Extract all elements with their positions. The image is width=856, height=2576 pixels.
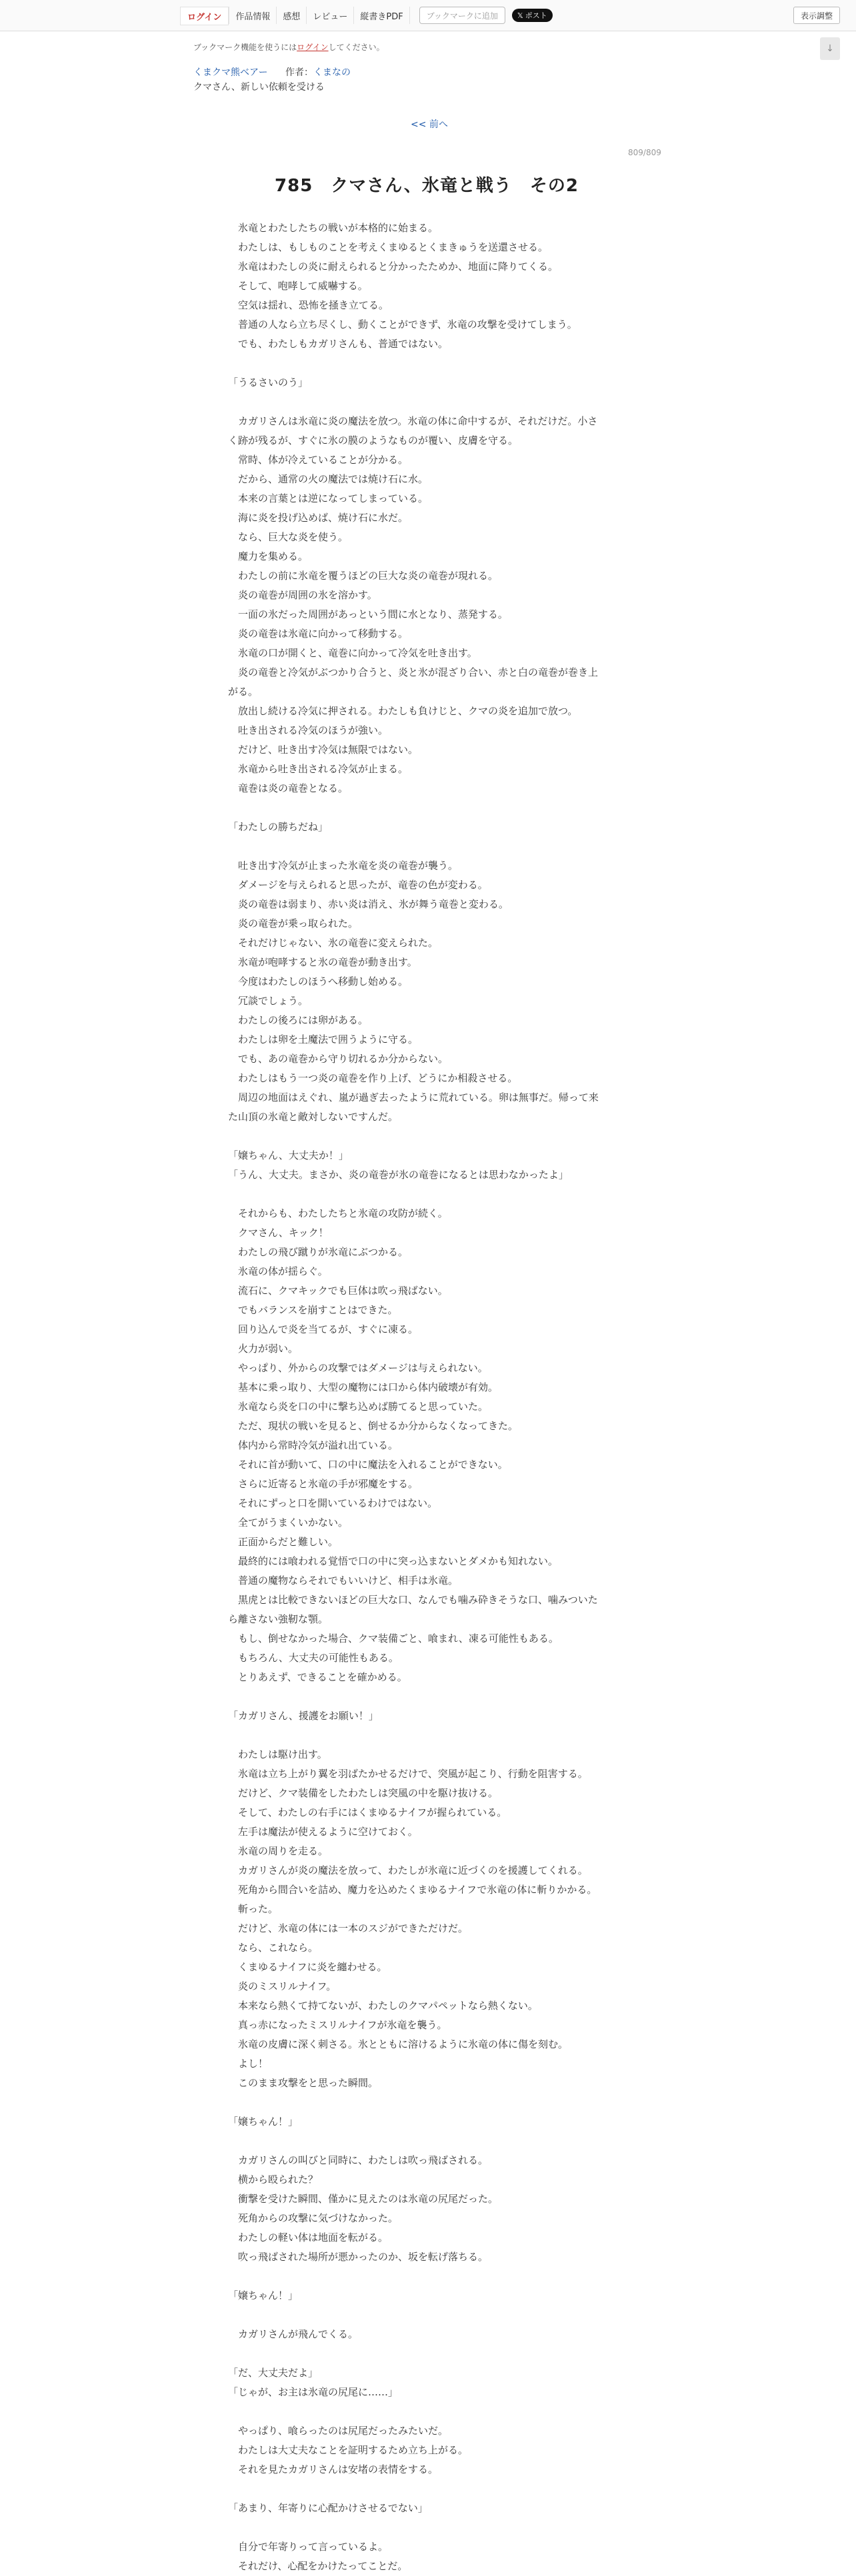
body-line: 一面の氷だった周囲があっという間に水となり、蒸発する。	[228, 608, 508, 620]
body-line: わたしの後ろには卵がある。	[228, 1014, 369, 1026]
author-label: 作者：	[285, 67, 313, 78]
body-line: ら離さない強靭な顎。	[228, 1613, 329, 1625]
body-line: 「カガリさん、援護をお願い！」	[228, 1710, 379, 1722]
body-line: 吐き出される冷気のほうが強い。	[228, 724, 389, 736]
body-line: 「だ、大丈夫だよ」	[228, 2367, 319, 2379]
body-line: 氷竜が咆哮すると氷の竜巻が動き出す。	[228, 956, 417, 968]
body-line: もし、倒せなかった場合、クマ装備ごと、喰まれ、凍る可能性もある。	[228, 1632, 559, 1644]
body-line: 全てがうまくいかない。	[228, 1517, 349, 1529]
body-line: カガリさんが飛んでくる。	[228, 2328, 359, 2340]
body-line: 「うるさいのう」	[228, 376, 309, 388]
body-line: それからも、わたしたちと氷竜の攻防が続く。	[228, 1207, 448, 1219]
body-line: 炎の竜巻は氷竜に向かって移動する。	[228, 628, 409, 640]
body-line: だけど、クマ装備をしたわたしは突風の中を駆け抜ける。	[228, 1787, 499, 1799]
body-line: 氷竜は立ち上がり翼を羽ばたかせるだけで、突風が起こり、行動を阻害する。	[228, 1768, 588, 1780]
body-line: ダメージを与えられると思ったが、竜巻の色が変わる。	[228, 879, 488, 891]
top-navigation-bar	[0, 0, 856, 31]
author-info	[285, 65, 351, 79]
body-line: わたしは、もしものことを考えくまゆるとくまきゅうを送還させる。	[228, 241, 549, 253]
body-line: く跡が残るが、すぐに氷の膜のようなものが覆い、皮膚を守る。	[228, 434, 519, 446]
chapter-group-subtitle: クマさん、新しい依頼を受ける	[193, 82, 325, 93]
body-line: 常時、体が冷えていることが分かる。	[228, 454, 409, 466]
body-line: 炎の竜巻と冷気がぶつかり合うと、炎と氷が混ざり合い、赤と白の竜巻が巻き上	[228, 666, 599, 678]
body-line: わたしは大丈夫なことを証明するため立ち上がる。	[228, 2444, 469, 2456]
body-line: 「わたしの勝ちだね」	[228, 821, 329, 833]
body-line: 海に炎を投げ込めば、焼け石に水だ。	[228, 512, 409, 524]
add-bookmark-button[interactable]: ブックマークに追加	[419, 7, 505, 24]
body-line: 死角からの攻撃に気づけなかった。	[228, 2212, 399, 2224]
body-line: 魔力を集める。	[228, 550, 309, 562]
body-line: 炎の竜巻が乗っ取られた。	[228, 918, 359, 930]
body-line	[228, 2518, 623, 2537]
previous-page-link[interactable]: << 前へ	[411, 119, 448, 130]
body-line: 氷竜なら炎を口の中に撃ち込めば勝てると思っていた。	[228, 1401, 489, 1413]
body-line: それだけじゃない、氷の竜巻に変えられた。	[228, 937, 439, 949]
body-line: 死角から間合いを詰め、魔力を込めたくまゆるナイフで氷竜の体に斬りかかる。	[228, 1884, 597, 1896]
chapter-title: 785 クマさん、氷竜と戦う その2	[275, 176, 579, 196]
body-line	[228, 2479, 623, 2499]
body-line: だけど、氷竜の体には一本のスジができただけだ。	[228, 1922, 469, 1934]
notice-suffix: してください。	[328, 43, 385, 52]
body-line: わたしは卵を土魔法で囲うように守る。	[228, 1033, 419, 1045]
body-line	[228, 2305, 623, 2325]
body-line: 竜巻は炎の竜巻となる。	[228, 782, 349, 794]
body-line: それを見たカガリさんは安堵の表情をする。	[228, 2463, 439, 2475]
body-line: 氷竜とわたしたちの戦いが本格的に始まる。	[228, 222, 439, 234]
body-line: 氷竜の口が開くと、竜巻に向かって冷気を吐き出す。	[228, 647, 477, 659]
body-line: 正面からだと難しい。	[228, 1536, 339, 1548]
series-title-link[interactable]: くまクマ熊ベアー	[193, 67, 268, 78]
body-line: 氷竜はわたしの炎に耐えられると分かったためか、地面に降りてくる。	[228, 261, 559, 273]
body-line: 氷竜の体が揺らぐ。	[228, 1265, 328, 1277]
body-line: ただ、現状の戦いを見ると、倒せるか分からなくなってきた。	[228, 1420, 519, 1432]
body-line: 「うん、大丈夫。まさか、炎の竜巻が氷の竜巻になるとは思わなかったよ」	[228, 1169, 569, 1181]
body-line: た山頂の氷竜と敵対しないですんだ。	[228, 1111, 399, 1123]
body-line: クマさん、キック！	[228, 1227, 329, 1239]
body-line: 吹っ飛ばされた場所が悪かったのか、坂を転げ落ちる。	[228, 2251, 489, 2263]
body-line	[228, 837, 623, 856]
body-line: 衝撃を受けた瞬間、僅かに見えたのは氷竜の尻尾だった。	[228, 2193, 499, 2205]
body-line: 「あまり、年寄りに心配かけさせるでない」	[228, 2502, 428, 2514]
x-logo-icon: 𝕏	[517, 11, 523, 20]
body-line: 基本に乗っ取り、大型の魔物には口から体内破壊が有効。	[228, 1381, 499, 1393]
body-line: 火力が弱い。	[228, 1343, 299, 1355]
body-line: さらに近寄ると氷竜の手が邪魔をする。	[228, 1478, 419, 1490]
body-line: なら、これなら。	[228, 1942, 319, 1954]
body-line: 流石に、クマキックでも巨体は吹っ飛ばない。	[228, 1285, 448, 1297]
body-line	[228, 1687, 623, 1706]
body-line: カガリさんが炎の魔法を放って、わたしが氷竜に近づくのを援護してくれる。	[228, 1864, 588, 1876]
body-line: そして、わたしの右手にはくまゆるナイフが握られている。	[228, 1806, 507, 1818]
body-line: 黒虎とは比較できないほどの巨大な口、なんでも噛み砕きそうな口、噛みついた	[228, 1594, 598, 1606]
body-line: 最終的には喰われる覚悟で口の中に突っ込まないとダメかも知れない。	[228, 1555, 559, 1567]
body-line: 周辺の地面はえぐれ、嵐が過ぎ去ったように荒れている。卵は無事だ。帰って来	[228, 1091, 599, 1103]
body-line: わたしの前に氷竜を覆うほどの巨大な炎の竜巻が現れる。	[228, 570, 499, 582]
body-line: カガリさんは氷竜に炎の魔法を放つ。氷竜の体に命中するが、それだけだ。小さ	[228, 415, 598, 427]
body-line: それに首が動いて、口の中に魔法を入れることができない。	[228, 1459, 508, 1471]
body-line	[228, 2344, 623, 2363]
body-line: それだけ、心配をかけたってことだ。	[228, 2560, 408, 2572]
body-line	[228, 1127, 623, 1146]
author-link[interactable]: くまなの	[313, 67, 351, 78]
body-line: なら、巨大な炎を使う。	[228, 531, 349, 543]
body-line: 自分で年寄りって言っているよ。	[228, 2541, 389, 2553]
body-line	[228, 798, 623, 818]
body-line: 本来の言葉とは逆になってしまっている。	[228, 492, 429, 504]
nav-menu	[180, 7, 553, 24]
body-line: とりあえず、できることを確かめる。	[228, 1671, 407, 1683]
body-line: 「嬢ちゃん、大丈夫か！」	[228, 1149, 349, 1161]
body-line: もちろん、大丈夫の可能性もある。	[228, 1652, 399, 1664]
body-line: それにずっと口を開いているわけではない。	[228, 1497, 438, 1509]
body-line	[228, 1185, 623, 1204]
work-info-link[interactable]: 作品情報	[229, 7, 276, 24]
review-link[interactable]: レビュー	[306, 7, 353, 24]
body-line: 普通の人なら立ち尽くし、動くことができず、氷竜の攻撃を受けてしまう。	[228, 319, 577, 330]
body-line: 真っ赤になったミスリルナイフが氷竜を襲う。	[228, 2019, 447, 2031]
body-line: わたしの軽い体は地面を転がる。	[228, 2232, 389, 2244]
body-line: 回り込んで炎を当てるが、すぐに凍る。	[228, 1323, 419, 1335]
vertical-pdf-link[interactable]: 縦書きPDF	[353, 7, 409, 24]
x-post-button[interactable]	[512, 9, 553, 22]
body-line: 空気は揺れ、恐怖を掻き立てる。	[228, 299, 389, 311]
body-line: 氷竜の皮膚に深く刺さる。氷とともに溶けるように氷竜の体に傷を刻む。	[228, 2038, 569, 2050]
body-line: でも、あの竜巻から守り切れるか分からない。	[228, 1053, 449, 1065]
body-line: よし！	[228, 2058, 269, 2070]
body-line: くまゆるナイフに炎を纏わせる。	[228, 1961, 387, 1973]
body-line: 炎の竜巻が周囲の氷を溶かす。	[228, 589, 377, 601]
body-line: 「嬢ちゃん！」	[228, 2116, 299, 2128]
body-line: 冗談でしょう。	[228, 995, 309, 1007]
impressions-link[interactable]: 感想	[276, 7, 306, 24]
body-line: 普通の魔物ならそれでもいいけど、相手は氷竜。	[228, 1575, 459, 1587]
body-line: わたしは駆け出す。	[228, 1748, 327, 1760]
bookmark-login-notice	[193, 41, 385, 53]
notice-prefix: ブックマーク機能を使うには	[193, 43, 297, 52]
body-line: 氷竜の周りを走る。	[228, 1845, 329, 1857]
body-line: だから、通常の火の魔法では焼け石に水。	[228, 473, 429, 485]
body-line: でも、わたしもカガリさんも、普通ではない。	[228, 338, 449, 350]
body-line: わたしはもう一つ炎の竜巻を作り上げ、どうにか相殺させる。	[228, 1072, 518, 1084]
body-line: 横から殴られた？	[228, 2174, 319, 2186]
arrow-down-icon: ↓	[826, 43, 834, 54]
body-line: わたしの飛び蹴りが氷竜にぶつかる。	[228, 1246, 409, 1258]
x-post-label: ポスト	[525, 11, 547, 20]
body-line: 炎の竜巻は弱まり、赤い炎は消え、氷が舞う竜巻と変わる。	[228, 898, 509, 910]
body-line	[228, 2132, 623, 2151]
body-line: 「嬢ちゃん！」	[228, 2289, 299, 2301]
body-line: やっぱり、喰らったのは尻尾だったみたいだ。	[228, 2425, 449, 2437]
body-line: 左手は魔法が使えるように空けておく。	[228, 1826, 418, 1838]
body-line	[228, 2402, 623, 2421]
body-line: 「じゃが、お主は氷竜の尻尾に……」	[228, 2386, 399, 2398]
body-line	[228, 354, 623, 373]
body-line: やっぱり、外からの攻撃ではダメージは与えられない。	[228, 1362, 488, 1374]
body-line	[228, 2093, 623, 2112]
body-line: 吐き出す冷気が止まった氷竜を炎の竜巻が襲う。	[228, 860, 459, 872]
body-line	[228, 1726, 623, 1745]
notice-login-link[interactable]: ログイン	[297, 43, 329, 52]
body-line: だけど、吐き出す冷気は無限ではない。	[228, 744, 419, 756]
body-line: カガリさんの叫びと同時に、わたしは吹っ飛ばされる。	[228, 2154, 489, 2166]
body-line: 氷竜から吐き出される冷気が止まる。	[228, 763, 409, 775]
novel-body	[228, 219, 623, 2576]
body-line: そして、咆哮して威嚇する。	[228, 280, 368, 292]
body-line: 炎のミスリルナイフ。	[228, 1980, 337, 1992]
scroll-down-button[interactable]	[820, 37, 840, 60]
body-line	[228, 2267, 623, 2286]
body-line: 今度はわたしのほうへ移動し始める。	[228, 975, 409, 987]
body-line: 放出し続ける冷気に押される。わたしも負けじと、クマの炎を追加で放つ。	[228, 705, 578, 717]
body-line: このまま攻撃をと思った瞬間。	[228, 2077, 379, 2089]
body-line: 斬った。	[228, 1903, 279, 1915]
body-line: 本来なら熱くて持てないが、わたしのクマパペットなら熱くない。	[228, 2000, 538, 2012]
body-line: でもバランスを崩すことはできた。	[228, 1304, 398, 1316]
display-settings-button[interactable]: 表示調整	[793, 7, 840, 24]
body-line	[228, 392, 623, 412]
login-link[interactable]: ログイン	[180, 7, 229, 25]
body-line: がる。	[228, 686, 259, 698]
page-number: 809/809	[628, 148, 661, 157]
body-line: 体内から常時冷気が溢れ出ている。	[228, 1439, 399, 1451]
